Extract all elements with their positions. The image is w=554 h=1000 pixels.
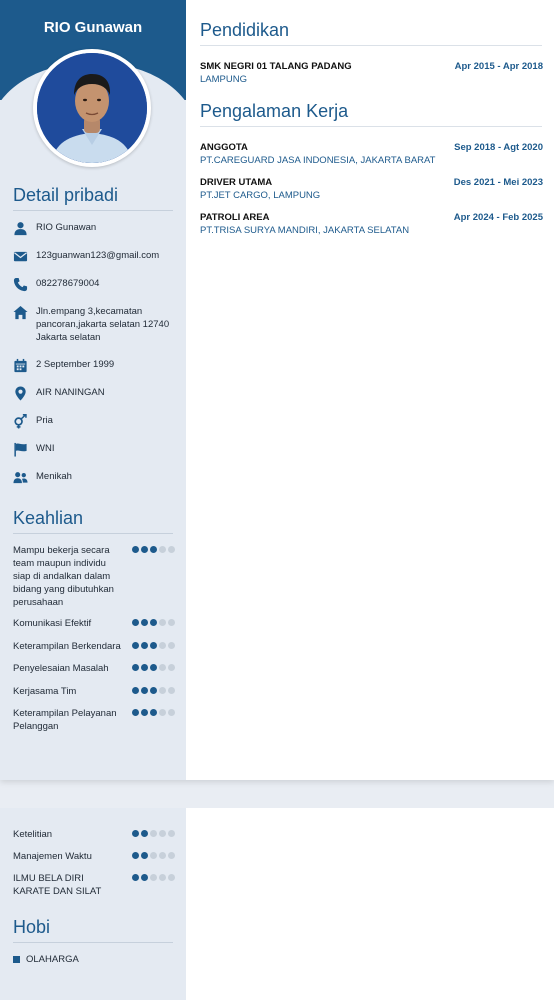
- rating-dot-filled: [132, 687, 139, 694]
- flag-icon: [13, 442, 28, 457]
- personal-item-marital: [13, 470, 173, 485]
- rating-dot-empty: [159, 664, 166, 671]
- entry-company: PT.TRISA SURYA MANDIRI, JAKARTA SELATAN: [200, 225, 410, 236]
- personal-item-text: Jln.empang 3,kecamatan pancoran,jakarta selatan 12740 Jakarta selatan: [36, 306, 170, 343]
- personal-item-gender: [13, 414, 173, 429]
- divider: [13, 210, 173, 211]
- calendar-icon: [13, 358, 28, 373]
- rating-dot-empty: [159, 642, 166, 649]
- personal-details-title: Detail pribadi: [13, 185, 119, 205]
- personal-item-text: RIO Gunawan: [36, 222, 97, 233]
- home-icon: [13, 305, 28, 320]
- entry-title: DRIVER UTAMA: [200, 177, 273, 188]
- skill-row: [13, 617, 175, 630]
- rating-dot-empty: [168, 642, 175, 649]
- entry-date: Apr 2015 - Apr 2018: [454, 61, 543, 72]
- rating-dot-empty: [150, 830, 157, 837]
- users-icon: [13, 470, 28, 485]
- rating-dot-filled: [141, 830, 148, 837]
- skills-title: Keahlian: [13, 508, 84, 528]
- user-icon: [13, 221, 28, 236]
- rating-dot-empty: [159, 709, 166, 716]
- personal-item-address: [13, 305, 173, 344]
- profile-photo: [33, 49, 151, 167]
- personal-item-nationality: [13, 442, 173, 457]
- entry-date: Des 2021 - Mei 2023: [453, 177, 543, 188]
- rating-dot-filled: [150, 664, 157, 671]
- entry-title: ANGGOTA: [200, 142, 248, 153]
- skill-rating: [132, 828, 175, 837]
- rating-dot-empty: [168, 830, 175, 837]
- rating-dot-filled: [132, 830, 139, 837]
- rating-dot-empty: [150, 874, 157, 881]
- entry-location: LAMPUNG: [200, 74, 247, 85]
- gender-icon: [13, 414, 28, 429]
- skill-label: Penyelesaian Masalah: [13, 663, 109, 674]
- rating-dot-filled: [150, 642, 157, 649]
- personal-item-text: Pria: [36, 415, 53, 426]
- skill-rating: [132, 707, 175, 716]
- personal-item-text: Menikah: [36, 471, 72, 482]
- skill-label: Manajemen Waktu: [13, 851, 92, 862]
- rating-dot-filled: [132, 664, 139, 671]
- entry-company: PT.CAREGUARD JASA INDONESIA, JAKARTA BARAT: [200, 155, 436, 166]
- rating-dot-empty: [159, 619, 166, 626]
- rating-dot-empty: [168, 664, 175, 671]
- skill-rating: [132, 850, 175, 859]
- hobby-item: [13, 954, 79, 965]
- rating-dot-filled: [141, 874, 148, 881]
- sidebar: [0, 0, 186, 780]
- main-content: [186, 808, 554, 1000]
- rating-dot-filled: [141, 546, 148, 553]
- rating-dot-filled: [141, 709, 148, 716]
- rating-dot-filled: [141, 619, 148, 626]
- hobby-label: OLAHARGA: [26, 954, 79, 965]
- location-pin-icon: [13, 386, 28, 401]
- phone-icon: [13, 277, 28, 292]
- rating-dot-empty: [159, 852, 166, 859]
- education-title: Pendidikan: [200, 20, 290, 40]
- rating-dot-empty: [168, 546, 175, 553]
- bullet-square-icon: [13, 956, 20, 963]
- experience-entry: [200, 142, 543, 166]
- sidebar: [0, 808, 186, 1000]
- personal-item-name: [13, 221, 173, 236]
- personal-item-text: 082278679004: [36, 278, 100, 289]
- resume-page-2: [0, 808, 554, 1000]
- rating-dot-filled: [132, 874, 139, 881]
- personal-item-email: [13, 249, 173, 264]
- experience-entry: [200, 177, 543, 201]
- entry-title: SMK NEGRI 01 TALANG PADANG: [200, 61, 352, 72]
- rating-dot-empty: [150, 852, 157, 859]
- skill-rating: [132, 544, 175, 553]
- personal-item-text: 123guanwan123@gmail.com: [36, 250, 160, 261]
- education-entry: [200, 61, 543, 85]
- rating-dot-empty: [159, 874, 166, 881]
- skill-label: Mampu bekerja secara team maupun individu siap di andalkan dalam bidang yang dibutuhkan perusahaan: [13, 545, 114, 608]
- rating-dot-filled: [150, 687, 157, 694]
- divider: [13, 942, 173, 943]
- skill-row: [13, 544, 175, 609]
- entry-company: PT.JET CARGO, LAMPUNG: [200, 190, 321, 201]
- skill-rating: [132, 640, 175, 649]
- skill-row: [13, 850, 175, 863]
- rating-dot-filled: [141, 664, 148, 671]
- rating-dot-filled: [132, 709, 139, 716]
- rating-dot-empty: [168, 619, 175, 626]
- rating-dot-empty: [168, 874, 175, 881]
- skill-row: [13, 872, 175, 898]
- entry-title: PATROLI AREA: [200, 212, 270, 223]
- experience-entry: [200, 212, 543, 236]
- personal-item-phone: [13, 277, 173, 292]
- skill-rating: [132, 662, 175, 671]
- personal-item-text: 2 September 1999: [36, 359, 115, 370]
- skill-row: [13, 685, 175, 698]
- hobbies-title: Hobi: [13, 917, 51, 937]
- rating-dot-filled: [150, 546, 157, 553]
- skill-label: Keterampilan Pelayanan Pelanggan: [13, 708, 117, 732]
- entry-date: Sep 2018 - Agt 2020: [454, 142, 543, 153]
- personal-item-birthplace: [13, 386, 173, 401]
- rating-dot-empty: [159, 830, 166, 837]
- skill-label: Kerjasama Tim: [13, 686, 77, 697]
- personal-item-text: WNI: [36, 443, 55, 454]
- skill-row: [13, 640, 175, 653]
- skill-row: [13, 707, 175, 733]
- skill-rating: [132, 617, 175, 626]
- rating-dot-filled: [132, 852, 139, 859]
- divider: [13, 533, 173, 534]
- rating-dot-empty: [159, 687, 166, 694]
- main-content: [186, 0, 554, 780]
- divider: [200, 126, 542, 127]
- rating-dot-filled: [132, 546, 139, 553]
- skill-label: ILMU BELA DIRI KARATE DAN SILAT: [13, 873, 102, 897]
- rating-dot-empty: [168, 852, 175, 859]
- rating-dot-filled: [150, 619, 157, 626]
- envelope-icon: [13, 249, 28, 264]
- rating-dot-empty: [168, 687, 175, 694]
- skill-label: Ketelitian: [13, 829, 53, 840]
- rating-dot-empty: [168, 709, 175, 716]
- skill-row: [13, 662, 175, 675]
- rating-dot-filled: [132, 619, 139, 626]
- skill-label: Keterampilan Berkendara: [13, 641, 121, 652]
- rating-dot-filled: [141, 642, 148, 649]
- personal-item-birthdate: [13, 358, 173, 373]
- rating-dot-filled: [150, 709, 157, 716]
- personal-item-text: AIR NANINGAN: [36, 387, 105, 398]
- experience-title: Pengalaman Kerja: [200, 101, 349, 121]
- skill-row: [13, 828, 175, 841]
- rating-dot-filled: [132, 642, 139, 649]
- skill-rating: [132, 872, 175, 881]
- rating-dot-filled: [141, 687, 148, 694]
- rating-dot-empty: [159, 546, 166, 553]
- rating-dot-filled: [141, 852, 148, 859]
- skill-rating: [132, 685, 175, 694]
- divider: [200, 45, 542, 46]
- skill-label: Komunikasi Efektif: [13, 618, 92, 629]
- entry-date: Apr 2024 - Feb 2025: [453, 212, 543, 223]
- profile-name: RIO Gunawan: [43, 19, 143, 36]
